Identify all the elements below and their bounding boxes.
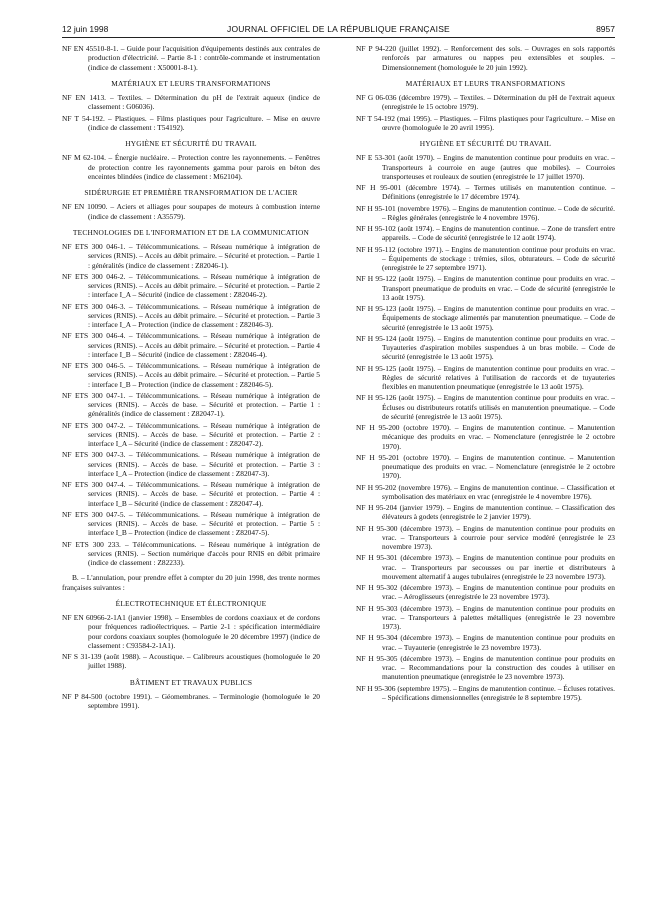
standard-code: NF ETS 300 047-1. xyxy=(62,390,126,400)
standard-entry xyxy=(356,364,615,392)
standard-code: NF H 95-200 xyxy=(356,423,400,432)
standard-entry xyxy=(62,391,320,419)
standard-code: NF ETS 300 046-1. xyxy=(62,242,126,251)
section-heading: TECHNOLOGIES DE L'INFORMATION ET DE LA COMMUNICATION xyxy=(72,227,310,237)
standard-description: (décembre 1973). – Engins de manutention continue pour produits en vrac. – Transporteurs par secousses ou par inertie et distributeurs à mouvement alternatif à auges tubulaires (enregistrée le 23 novembre 1973). xyxy=(382,553,615,581)
standard-entry xyxy=(62,510,320,538)
standard-code: NF H 95-301 xyxy=(356,553,398,563)
standard-entry xyxy=(62,421,320,449)
standard-code: NF ETS 300 233. xyxy=(62,539,121,549)
standard-entry xyxy=(62,114,320,133)
standard-entry xyxy=(62,613,320,650)
standard-description: – Guide pour l'acquisition d'équipements destinés aux centrales de production d'électricité. – Partie 8-1 : contrôle-commande et instrumentation (indice de classement : X50001-8-1). xyxy=(88,44,320,72)
standard-entry xyxy=(356,604,615,632)
section-heading: HYGIÈNE ET SÉCURITÉ DU TRAVAIL xyxy=(419,139,552,148)
standard-code: NF T 54-192 xyxy=(356,113,395,123)
standard-code: NF S 31-139 xyxy=(62,652,102,661)
standard-description: – Télécommunications. – Réseau numérique à intégration de services (RNIS). – Accès au débit primaire. – Sécurité et protection. – Partie 3 : interface I_A – Protection (indice de classement : Z82046-3). xyxy=(88,301,320,329)
standard-code: NF ETS 300 046-2. xyxy=(62,271,126,281)
page-header xyxy=(62,24,615,38)
standard-entry xyxy=(356,553,615,581)
standard-description: (octobre 1970). – Engins de manutention continue. – Manutention mécanique des produits en vrac. – Nomenclature (enregistrée le 2 octobre 1970). xyxy=(382,423,616,451)
standard-code: NF ETS 300 047-2. xyxy=(62,420,126,430)
standard-code: NF EN 45510-8-1. xyxy=(62,44,119,53)
standard-entry xyxy=(356,204,615,223)
standard-description: (décembre 1973). – Engins de manutention continue pour produits en vrac. – Tuyauterie (enregistrée le 23 novembre 1973). xyxy=(382,633,615,652)
standard-code: NF H 95-302 xyxy=(356,583,398,592)
section-heading: MATÉRIAUX ET LEURS TRANSFORMATIONS xyxy=(111,78,271,88)
standard-code: NF EN 60966-2-1A1 xyxy=(62,613,126,622)
standard-entry xyxy=(62,540,320,568)
standard-code: NF T 54-192. xyxy=(62,113,105,123)
standard-code: NF G 06-036 xyxy=(356,93,397,102)
standard-description: – Télécommunications. – Réseau numérique à intégration de services (RNIS). – Accès au débit primaire. – Sécurité et protection. – Partie 4 : interface I_B – Sécurité (indice de classement : Z82046-4). xyxy=(88,331,320,359)
standard-entry xyxy=(62,44,320,72)
standard-entry xyxy=(356,684,615,703)
standard-description: (janvier 1998). – Ensembles de cordons coaxiaux et de cordons pour fréquences radioélectriques. – Partie 2-1 : spécification intermédiaire pour cordons coaxiaux souples (homologuée le 20 décembre 1997) (indice de classement : C93584-2-1A1). xyxy=(88,613,320,650)
standard-description: (août 1974). – Engins de manutention continue. – Zone de transfert entre appareils. – Code de sécurité (enregistrée le 12 août 1974). xyxy=(382,224,616,243)
standard-description: (octobre 1991). – Géomembranes. – Terminologie (homologuée le 20 septembre 1991). xyxy=(88,691,320,710)
standard-code: NF H 95-204 xyxy=(356,503,397,512)
standard-entry xyxy=(62,652,320,671)
standard-code: NF P 84-500 xyxy=(62,691,103,701)
standard-code: NF M 62-104. xyxy=(62,153,106,163)
standard-code: NF EN 1413. xyxy=(62,93,107,102)
standard-code: NF H 95-125 xyxy=(356,363,397,373)
standard-description: – Aciers et alliages pour soupapes de moteurs à combustion interne (indice de classement : A35579). xyxy=(88,202,320,221)
standard-entry xyxy=(62,692,320,711)
header-date: 12 juin 1998 xyxy=(62,24,109,34)
standard-description: – Télécommunications. – Réseau numérique à intégration de services (RNIS). – Accès de base. – Sécurité et protection. – Partie 4 : interface I_B – Sécurité (indice de classement : Z82047-4). xyxy=(88,480,320,508)
standard-description: (octobre 1970). – Engins de manutention continue. – Manutention pneumatique des produits en vrac. – Nomenclature (enregistrée le 2 octobre 1970). xyxy=(382,452,616,481)
standard-description: – Télécommunications. – Réseau numérique à intégration de services (RNIS). – Accès au débit primaire. – Sécurité et protection. – Partie 2 : interface I_A – Sécurité (indice de classement : Z82046-2). xyxy=(88,271,320,300)
standard-code: NF ETS 300 047-3. xyxy=(62,450,126,460)
standard-code: NF H 95-304 xyxy=(356,633,398,643)
standard-code: NF P 94-220 xyxy=(356,44,397,53)
standard-entry xyxy=(356,393,615,421)
page-number: 8957 xyxy=(596,24,615,34)
standard-description: – Télécommunications. – Réseau numérique à intégration de services (RNIS). – Accès de base. – Sécurité et protection. – Partie 1 : généralités (indice de classement : Z82047-1). xyxy=(88,390,320,419)
standard-entry xyxy=(356,224,615,243)
standard-description: (août 1988). – Acoustique. – Calibreurs acoustiques (homologuée le 20 juillet 1988). xyxy=(88,652,320,671)
standard-entry xyxy=(62,331,320,359)
standard-entry xyxy=(62,242,320,270)
standard-entry xyxy=(356,153,615,181)
standard-entry xyxy=(356,114,615,133)
standard-code: NF E 53-301 xyxy=(356,153,396,163)
standard-entry xyxy=(62,93,320,112)
standard-code: NF H 95-101 xyxy=(356,203,396,213)
standard-description: (juillet 1992). – Renforcement des sols. – Ouvrages en sols rapportés renforcés par armatures ou nappes peu extensibles et souples. – Dimensionnement (homologuée le 20 juin 1992). xyxy=(382,44,615,72)
standard-code: NF ETS 300 047-5. xyxy=(62,509,126,519)
standard-entry xyxy=(62,272,320,300)
standard-description: – Télécommunications. – Réseau numérique à intégration de services (RNIS). – Section numérique d'accès pour RNIS en débit primaire (indice de classement : Z82233). xyxy=(88,539,320,567)
standard-entry xyxy=(356,633,615,652)
left-column xyxy=(62,44,320,712)
journal-title: JOURNAL OFFICIEL DE LA RÉPUBLIQUE FRANÇAISE xyxy=(227,24,450,34)
standard-description: (novembre 1976). – Engins de manutention continue. – Classification et symbolisation des matériaux en vrac (enregistrée le 4 novembre 1976). xyxy=(382,482,615,501)
standard-entry xyxy=(62,450,320,478)
standard-entry xyxy=(356,423,615,451)
standard-entry xyxy=(356,274,615,302)
standard-description: – Textiles. – Détermination du pH de l'extrait aqueux (indice de classement : G06036). xyxy=(88,93,321,112)
standard-code: NF H 95-126 xyxy=(356,393,397,403)
standard-description: (septembre 1975). – Engins de manutention continue. – Écluses rotatives. – Spécifications dimensionnelles (enregistrée le 8 septembre 1975). xyxy=(382,683,615,702)
standard-description: (décembre 1973). – Engins de manutention continue pour produits en vrac. – Recommandations pour la construction des coudes à utiliser en manutention pneumatique (enregistrée le 23 novembre 1973). xyxy=(382,653,615,682)
header-rule xyxy=(62,37,615,38)
standard-description: (décembre 1973). – Engins de manutention continue pour produits en vrac. – Transporteurs à palettes métalliques (enregistrée le 23 novembre 1973). xyxy=(382,603,615,631)
standard-code: NF H 95-123 xyxy=(356,304,397,313)
standard-description: (août 1975). – Engins de manutention continue pour produits en vrac. – Écluses ou distributeurs rotatifs utilisés en manutention pneumatique. – Code de sécurité (enregistrée le 13 août 1975). xyxy=(382,393,615,421)
standard-entry xyxy=(356,483,615,502)
standard-code: NF H 95-306 xyxy=(356,683,396,693)
standard-entry xyxy=(356,334,615,362)
standard-code: NF H 95-122 xyxy=(356,274,397,284)
standard-code: NF H 95-124 xyxy=(356,333,397,343)
standard-entry xyxy=(356,503,615,522)
standard-description: – Énergie nucléaire. – Protection contre les rayonnements. – Fenêtres de protection contre les rayonnements gamma pour parois en béton des enceintes blindées (indice de classement : M62104). xyxy=(88,153,321,181)
standard-entry xyxy=(62,361,320,389)
standard-description: (août 1975). – Engins de manutention continue pour produits en vrac. – Transport pneumatique de produits en vrac. – Code de sécurité (enregistrée le 13 août 1975). xyxy=(382,274,615,302)
annulation-note: B. – L'annulation, pour prendre effet à compter du 20 juin 1998, des trente normes françaises suivantes : xyxy=(62,573,320,592)
standard-description: (août 1975). – Engins de manutention continue pour produits en vrac. – Équipements de stockage alimentés par manutention pneumatique. – Code de sécurité (enregistrée le 13 août 1975). xyxy=(382,304,615,332)
standard-entry xyxy=(356,304,615,332)
standard-entry xyxy=(356,583,615,602)
standard-description: (août 1975). – Engins de manutention continue pour produits en vrac. – Règles de sécurité relatives à l'utilisation de raccords et de tuyauteries flexibles en manutention pneumatique (enregistrée le 13 août 1975). xyxy=(382,363,615,391)
standard-code: NF H 95-300 xyxy=(356,523,398,533)
standard-entry xyxy=(356,93,615,112)
standard-entry xyxy=(356,183,615,202)
standard-code: NF H 95-102 xyxy=(356,224,396,233)
standard-code: NF EN 10090. xyxy=(62,202,108,212)
standard-description: – Télécommunications. – Réseau numérique à intégration de services (RNIS). – Accès au débit primaire. – Sécurité et protection. – Partie 5 : interface I_B – Protection (indice de classement : Z82046-5). xyxy=(88,361,320,389)
standard-entry xyxy=(356,654,615,682)
standard-description: – Télécommunications. – Réseau numérique à intégration de services (RNIS). – Accès de base. – Sécurité et protection. – Partie 5 : interface I_B – Protection (indice de classement : Z82047-5). xyxy=(88,509,320,538)
standard-code: NF ETS 300 047-4. xyxy=(62,480,126,489)
standard-entry xyxy=(356,245,615,273)
standard-description: (décembre 1974). – Termes utilisés en manutention continue. – Définitions (enregistrée le 17 décembre 1974). xyxy=(382,183,615,202)
right-column xyxy=(356,44,615,704)
standard-description: (janvier 1979). – Engins de manutention continue. – Classification des élévateurs à godets (enregistrée le 2 janvier 1979). xyxy=(382,503,615,522)
standard-description: (décembre 1979). – Textiles. – Détermination du pH de l'extrait aqueux (enregistrée le 15 octobre 1979). xyxy=(382,93,615,112)
standard-code: NF ETS 300 046-3. xyxy=(62,301,126,311)
standard-description: – Télécommunications. – Réseau numérique à intégration de services (RNIS). – Accès de base. – Sécurité et protection. – Partie 2 : interface I_A – Sécurité (indice de classement : Z82047-2). xyxy=(88,420,320,448)
standard-entry xyxy=(62,302,320,330)
section-heading: MATÉRIAUX ET LEURS TRANSFORMATIONS xyxy=(405,78,566,88)
standard-entry xyxy=(62,480,320,508)
standard-description: (novembre 1976). – Engins de manutention continue. – Code de sécurité. – Règles générales (enregistrée le 4 novembre 1976). xyxy=(382,203,615,222)
standard-description: (décembre 1973). – Engins de manutention continue pour produits en vrac. – Transporteurs à courroie pour service modéré (enregistrée le 23 novembre 1973). xyxy=(382,523,615,551)
standard-code: NF ETS 300 046-4. xyxy=(62,331,126,341)
standard-entry xyxy=(62,202,320,221)
standard-description: (août 1975). – Engins de manutention continue pour produits en vrac. – Tuyauteries d'aspiration mobiles suspendues à un bras mobile. – Code de sécurité (enregistrée le 13 août 1975). xyxy=(382,333,615,362)
standard-code: NF H 95-202 xyxy=(356,482,397,492)
standard-code: NF H 95-201 xyxy=(356,452,400,462)
standard-description: (mai 1995). – Plastiques. – Films plastiques pour l'agriculture. – Mise en œuvre (homologuée le 20 avril 1995). xyxy=(382,113,615,132)
standard-description: – Télécommunications. – Réseau numérique à intégration de services (RNIS). – Accès au débit primaire. – Sécurité et protection. – Partie 1 : généralités (indice de classement : Z82046-1). xyxy=(88,242,320,270)
standard-entry xyxy=(356,524,615,552)
standard-description: (août 1970). – Engins de manutention continue pour produits en vrac. – Transporteurs à courroie en auge (autres que mobiles). – Courroies transporteuses et rouleaux de soutien (enregistrée le 17 juillet 1970). xyxy=(382,153,615,181)
standard-entry xyxy=(62,153,320,181)
section-heading: SIDÉRURGIE ET PREMIÈRE TRANSFORMATION DE L'ACIER xyxy=(84,188,298,197)
section-heading: ÉLECTROTECHNIQUE ET ÉLECTRONIQUE xyxy=(115,598,267,608)
standard-entry xyxy=(356,44,615,72)
standard-code: NF H 95-303 xyxy=(356,603,398,613)
standard-code: NF ETS 300 046-5. xyxy=(62,361,126,370)
standard-description: – Télécommunications. – Réseau numérique à intégration de services (RNIS). – Accès de base. – Sécurité et protection. – Partie 3 : interface I_A – Protection (indice de classement : Z82047-3). xyxy=(88,450,320,478)
standard-code: NF H 95-001 xyxy=(356,183,402,192)
standard-entry xyxy=(356,453,615,481)
standard-code: NF H 95-112 xyxy=(356,244,396,254)
standard-code: NF H 95-305 xyxy=(356,653,398,663)
section-heading: BÂTIMENT ET TRAVAUX PUBLICS xyxy=(129,677,253,687)
section-heading: HYGIÈNE ET SÉCURITÉ DU TRAVAIL xyxy=(125,139,257,148)
standard-description: (octobre 1971). – Engins de manutention continue pour produits en vrac. – Équipements de stockage : trémies, silos, obturateurs. – Code de sécurité (enregistrée le 27 septembre 1971). xyxy=(382,244,615,272)
standard-description: – Plastiques. – Films plastiques pour l'agriculture. – Mise en œuvre (indice de classement : T54192). xyxy=(88,113,320,132)
standard-description: (décembre 1973). – Engins de manutention continue pour produits en vrac. – Aéroglisseurs (enregistrée le 23 novembre 1973). xyxy=(382,583,615,602)
